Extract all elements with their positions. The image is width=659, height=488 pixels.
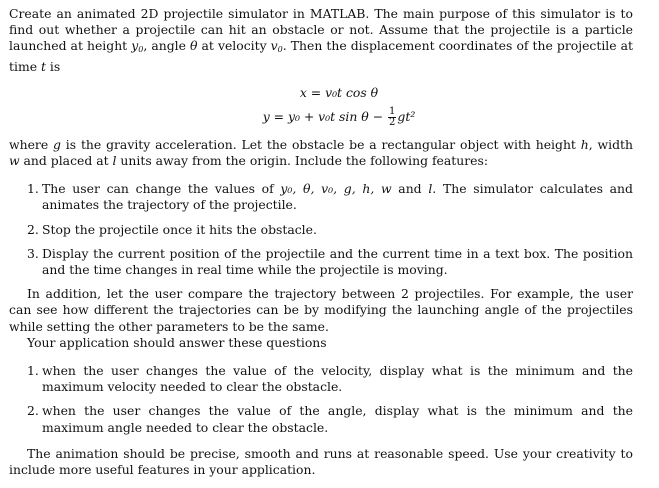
list-item: 1. The user can change the values of y₀, θ, v₀, g, h, w and l. The simulator calculates and animates the trajectory of the projectile. bbox=[27, 181, 633, 213]
intro-paragraph bbox=[9, 6, 633, 75]
list-item: 2. when the user changes the value of the angle, display what is the minimum and the maximum angle needed to clear the obstacle. bbox=[27, 403, 633, 435]
intro-text-5: is bbox=[45, 58, 61, 74]
list-item: 1. when the user changes the value of the velocity, display what is the minimum and the maximum velocity needed to clear the obstacle. bbox=[27, 363, 633, 395]
var-l: l bbox=[112, 153, 117, 169]
list-item: 3. Display the current position of the projectile and the current time in a text box. The position and the time changes in real time while the projectile is moving. bbox=[27, 245, 633, 278]
var-g: g bbox=[53, 136, 61, 152]
list-number: 1. bbox=[27, 181, 39, 197]
fraction-half: $\frac{1}{2}$ bbox=[389, 105, 396, 128]
var-v0: $v_0$ bbox=[270, 38, 283, 55]
intro-text-3: at velocity bbox=[197, 38, 271, 54]
var-h: h bbox=[580, 136, 589, 152]
var-theta: θ bbox=[190, 38, 198, 54]
var-y0: $y_0$ bbox=[131, 38, 144, 55]
answer-intro: Your application should answer these questions bbox=[27, 334, 327, 350]
question-list bbox=[9, 363, 633, 436]
equation-y: y = y₀ + v₀t sin θ − $\frac{1}{2}$ gt² bbox=[262, 105, 416, 128]
list-number: 3. bbox=[27, 245, 39, 261]
intro-text-1: Create an animated 2D projectile simulator in MATLAB. The main purpose of this simulator is to find out whether a projectile can hit an obstacle or not. Assume that the projectile is a particle launched at height bbox=[9, 6, 633, 54]
equations bbox=[9, 84, 633, 128]
document-page bbox=[9, 6, 633, 478]
feature-variables: y₀, θ, v₀, g, h, w bbox=[280, 181, 392, 197]
list-number: 2. bbox=[27, 403, 39, 419]
intro-text-4: . Then the displacement coordinates of the projectile at time bbox=[9, 38, 634, 74]
where-paragraph: where g is the gravity acceleration. Let the obstacle be a rectangular object with height h, width w and placed at l units away from the origin. Include the following features: bbox=[9, 136, 633, 169]
list-number: 2. bbox=[27, 221, 39, 237]
var-w: w bbox=[9, 153, 20, 169]
list-item: 2. Stop the projectile once it hits the obstacle. bbox=[27, 221, 317, 237]
equation-x: x = v₀t cos θ bbox=[299, 84, 379, 100]
list-number: 1. bbox=[27, 363, 39, 379]
final-paragraph: The animation should be precise, smooth and runs at reasonable speed. Use your creativity to include more useful features in your application. bbox=[9, 445, 633, 478]
addition-paragraph: In addition, let the user compare the trajectory between 2 projectiles. For example, the user can see how different the trajectories can be by modifying the launching angle of the projectiles while setting the other parameters to be the same. bbox=[9, 286, 633, 334]
feature-list bbox=[9, 181, 633, 278]
var-t: t bbox=[40, 58, 46, 74]
intro-text-2: , angle bbox=[143, 38, 190, 54]
